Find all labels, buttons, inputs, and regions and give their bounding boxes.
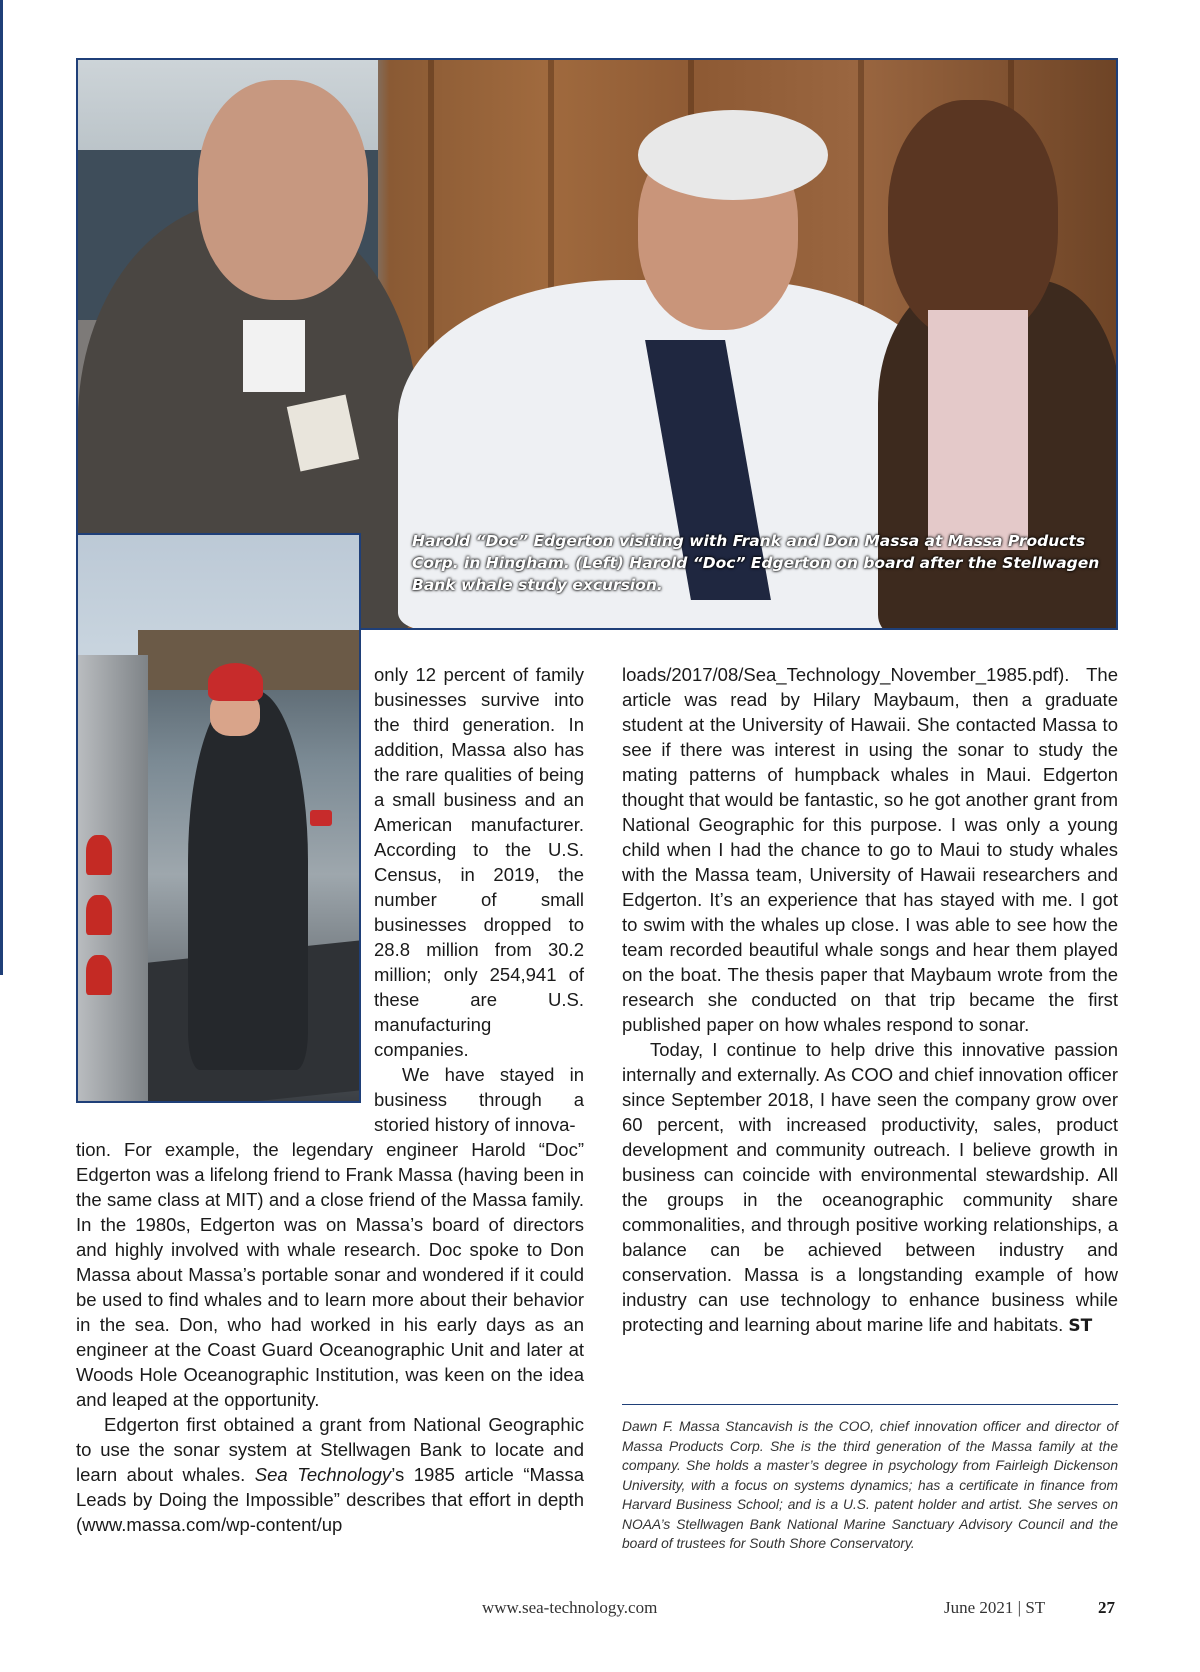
photo-face-right [888, 100, 1058, 340]
text-run: Edgerton first obtained a grant from National Geographic to use the sonar system at Stellwagen Bank to locate and learn about whales. [76, 1414, 584, 1485]
paragraph: We have stayed in business through a storied history of innova- [374, 1064, 584, 1135]
column-right [622, 662, 1118, 1339]
name-tag [243, 320, 305, 392]
paragraph: only 12 percent of family businesses survive into the third generation. In addition, Massa also has the rare qualities of being a small business and an American manufacturer. According to the U.S. Census, in 2019, the number of small businesses dropped to 28.8 million from 30.2 million; only 254,941 of these are U.S. manufacturing companies. [374, 664, 584, 1060]
end-mark: ST [1068, 1316, 1093, 1336]
footer-url: www.sea-technology.com [482, 1598, 658, 1617]
bio-divider [622, 1404, 1118, 1405]
hydrant [86, 835, 112, 875]
paragraph [76, 1412, 584, 1537]
column-left-narrow [374, 662, 584, 1137]
column-left-wide [76, 1137, 584, 1537]
footer-date: June 2021 | ST [944, 1598, 1046, 1617]
pink-shirt [928, 310, 1028, 550]
hydrant [86, 955, 112, 995]
paragraph: loads/2017/08/Sea_Technology_November_1985.pdf). The article was read by Hilary Maybaum, then a graduate student at the University of Hawaii. She contacted Massa to see if there was interest in using the sonar to study the mating patterns of humpback whales in Maui. Edgerton thought that would be fantastic, so he got another grant from National Geographic for this purpose. I was only a young child when I had the chance to go to Maui to study whales with the Massa team, University of Hawaii researchers and Edgerton. It’s an experience that has stayed with me. I got to swim with the whales up close. I was able to see how the team recorded beautiful whale songs and hear them played on the boat. The thesis paper that Maybaum wrote from the research she conducted on that trip became the first published paper on how whales respond to sonar. [622, 664, 1118, 1035]
paragraph: tion. For example, the legendary engineer Harold “Doc” Edgerton was a lifelong friend to Frank Massa (having been in the same class at MIT) and a close friend of the Massa family. In the 1980s, Edgerton was on Massa’s board of directors and highly involved with whale research. Doc spoke to Don Massa about Massa’s portable sonar and wondered if it could be used to find whales and to learn more about their behavior in the sea. Don, who had worked in his early days as an engineer at the Coast Guard Oceanographic Unit and later at Woods Hole Oceanographic Institution, was keen on the idea and leaped at the opportunity. [76, 1139, 585, 1410]
page-number: 27 [1098, 1598, 1115, 1617]
publication-name: Sea Technology [254, 1464, 392, 1485]
red-cup [310, 810, 332, 826]
photo-hair-center [638, 110, 828, 200]
red-hat [208, 663, 263, 701]
text-run: Today, I continue to help drive this innovative passion internally and externally. As COO and chief innovation officer since September 2018, I have seen the company grow over 60 percent, with increased productivity, sales, product development and community outreach. I believe growth in business can coincide with environmental stewardship. All the groups in the oceanographic community share commonalities, and through positive working relationships, a balance can be achieved between industry and conservation. Massa is a longstanding example of how industry can use technology to enhance business while protecting and learning about marine life and habitats. [622, 1039, 1119, 1335]
left-margin-rule [0, 0, 3, 975]
photo-face-left [198, 80, 368, 300]
hydrant [86, 895, 112, 935]
photo-boat-hull [78, 655, 148, 1103]
paragraph [622, 1037, 1118, 1339]
inset-photo [76, 533, 361, 1103]
photo-man-in-coat [188, 690, 308, 1070]
text-run: ’s 1985 article “Massa Leads by Doing the Impossible” describes that effort in depth (www.massa.com/wp-content/up [76, 1464, 584, 1535]
author-bio: Dawn F. Massa Stancavish is the COO, chief innovation officer and director of Massa Products Corp. She is the third generation of the Massa family at the company. She holds a master’s degree in psychology from Fairleigh Dickenson University, with a focus on systems dynamics; has a certificate in finance from Harvard Business School; and is a U.S. patent holder and artist. She serves on NOAA’s Stellwagen Bank National Marine Sanctuary Advisory Council and the board of trustees for South Shore Conservatory. [622, 1419, 1118, 1551]
photo-caption: Harold “Doc” Edgerton visiting with Frank and Don Massa at Massa Products Corp. in Hingham. (Left) Harold “Doc” Edgerton on board after the Stellwagen Bank whale study excursion. [412, 532, 1100, 594]
